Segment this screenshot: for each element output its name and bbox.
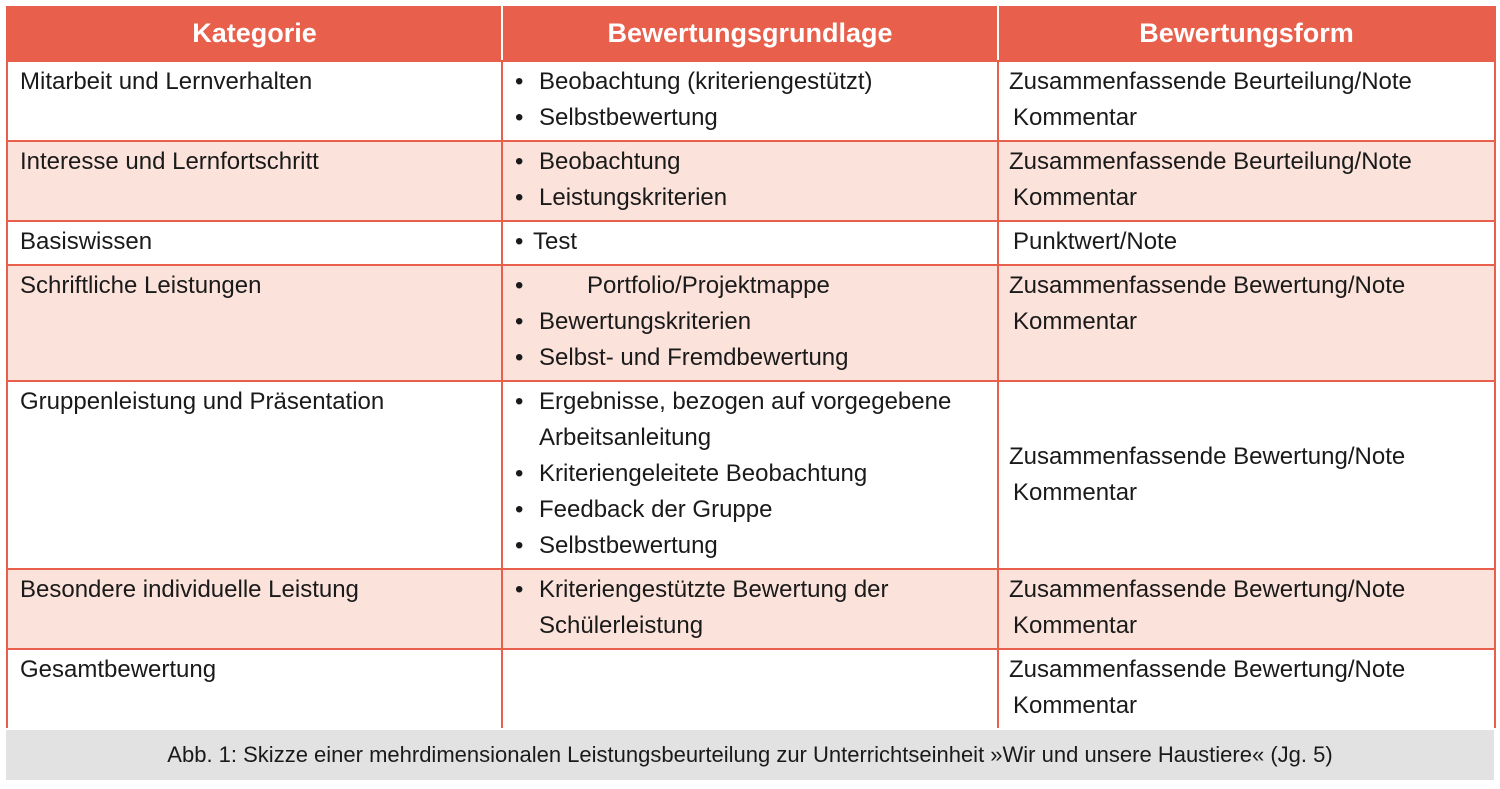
assessment-table <box>6 6 1496 728</box>
table-row <box>7 61 1495 141</box>
kategorie-cell: Basiswissen <box>7 221 502 265</box>
form-cell <box>998 649 1495 728</box>
table-row <box>7 265 1495 381</box>
table-row <box>7 221 1495 265</box>
grundlage-cell <box>502 141 998 221</box>
form-line: Zusammenfassende Bewertung/Note <box>1009 443 1406 470</box>
grundlage-cell <box>502 569 998 649</box>
header-kategorie: Kategorie <box>7 6 502 61</box>
kategorie-cell: Interesse und Lernfortschritt <box>7 141 502 221</box>
list-item: • Bewertungskriterien <box>515 304 985 340</box>
form-line: Kommentar <box>1013 612 1138 639</box>
grundlage-list <box>515 572 985 644</box>
list-item: • Selbst- und Fremdbewertung <box>515 340 985 376</box>
grundlage-cell <box>502 381 998 569</box>
kategorie-cell: Gesamtbewertung <box>7 649 502 728</box>
form-line: Kommentar <box>1013 692 1138 719</box>
grundlage-cell <box>502 265 998 381</box>
form-line: Punktwert/Note <box>1013 228 1178 255</box>
header-bewertungsform: Bewertungsform <box>998 6 1495 61</box>
grundlage-list <box>515 224 985 260</box>
kategorie-cell: Gruppenleistung und Präsentation <box>7 381 502 569</box>
form-line: Kommentar <box>1013 479 1138 506</box>
kategorie-cell: Besondere individuelle Leistung <box>7 569 502 649</box>
list-item: • Kriteriengestützte Bewertung der Schülerleistung <box>515 572 985 644</box>
form-line: Zusammenfassende Beurteilung/Note <box>1009 68 1412 95</box>
form-line: Kommentar <box>1013 308 1138 335</box>
header-bewertungsgrundlage: Bewertungsgrundlage <box>502 6 998 61</box>
form-cell <box>998 141 1495 221</box>
kategorie-cell: Schriftliche Leistungen <box>7 265 502 381</box>
table-row <box>7 381 1495 569</box>
form-line: Zusammenfassende Bewertung/Note <box>1009 272 1406 299</box>
list-item: • Feedback der Gruppe <box>515 492 985 528</box>
table-row <box>7 649 1495 728</box>
grundlage-list <box>515 64 985 136</box>
table-row <box>7 569 1495 649</box>
form-line: Zusammenfassende Bewertung/Note <box>1009 656 1406 683</box>
grundlage-cell <box>502 649 998 728</box>
list-item: • Portfolio/Projektmappe <box>515 268 985 304</box>
form-cell <box>998 61 1495 141</box>
form-cell <box>998 265 1495 381</box>
form-cell <box>998 221 1495 265</box>
kategorie-cell: Mitarbeit und Lernverhalten <box>7 61 502 141</box>
grundlage-list <box>515 384 985 564</box>
form-cell <box>998 381 1495 569</box>
list-item: • Ergebnisse, bezogen auf vorgegebene Arbeitsanleitung <box>515 384 985 456</box>
list-item: • Kriteriengeleitete Beobachtung <box>515 456 985 492</box>
table-row <box>7 141 1495 221</box>
figure-caption: Abb. 1: Skizze einer mehrdimensionalen Leistungsbeurteilung zur Unterrichtseinheit »Wir und unsere Haustiere« (Jg. 5) <box>6 730 1494 780</box>
list-item: • Beobachtung (kriteriengestützt) <box>515 64 985 100</box>
list-item: • Beobachtung <box>515 144 985 180</box>
grundlage-list <box>515 268 985 376</box>
list-item: • Leistungskriterien <box>515 180 985 216</box>
grundlage-cell <box>502 221 998 265</box>
assessment-table-container <box>6 6 1494 728</box>
form-line: Kommentar <box>1013 184 1138 211</box>
form-line: Zusammenfassende Bewertung/Note <box>1009 576 1406 603</box>
grundlage-cell <box>502 61 998 141</box>
form-line: Kommentar <box>1013 104 1138 131</box>
list-item: • Selbstbewertung <box>515 100 985 136</box>
list-item: • Selbstbewertung <box>515 528 985 564</box>
list-item: • Test <box>515 224 985 260</box>
table-header-row <box>7 6 1495 61</box>
form-line: Zusammenfassende Beurteilung/Note <box>1009 148 1412 175</box>
grundlage-list <box>515 144 985 216</box>
form-cell <box>998 569 1495 649</box>
